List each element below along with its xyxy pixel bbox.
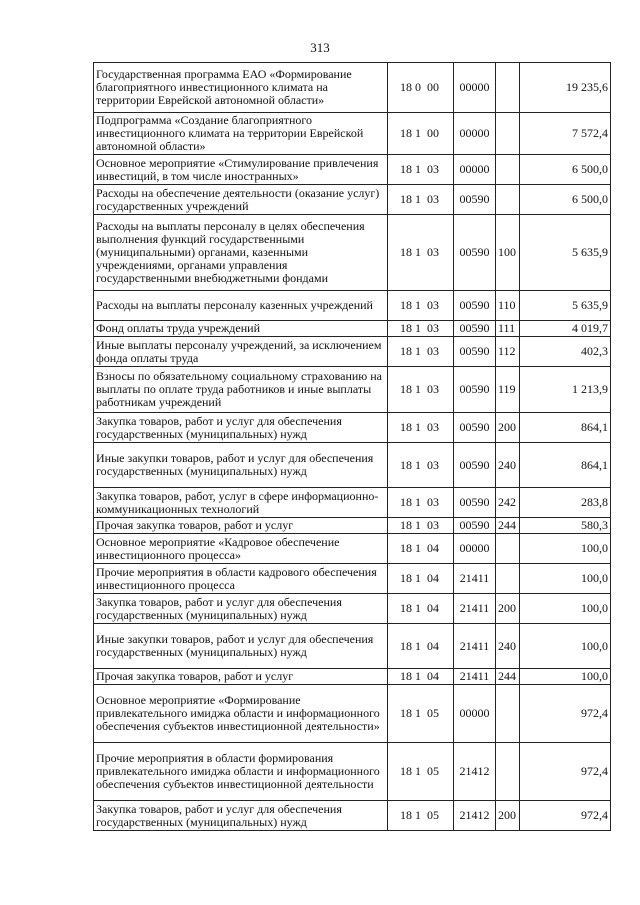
- expense-name: Закупка товаров, работ и услуг для обеспечения государственных (муниципальных) нужд: [94, 801, 388, 831]
- table-row: [94, 743, 611, 801]
- table-row: [94, 291, 611, 321]
- page-number: 313: [310, 40, 330, 55]
- table-row: [94, 594, 611, 624]
- program-code: [388, 534, 454, 564]
- code-subprogram: 1: [415, 321, 421, 335]
- expense-direction-code: 00590: [454, 337, 496, 367]
- code-program: 18: [400, 344, 412, 358]
- amount: 864,1: [520, 413, 611, 443]
- table-row: [94, 518, 611, 534]
- expense-direction-code: 21411: [454, 669, 496, 685]
- program-code: [388, 291, 454, 321]
- code-measure: 03: [427, 192, 439, 206]
- table-row: [94, 337, 611, 367]
- table-row: [94, 185, 611, 215]
- table-row: [94, 534, 611, 564]
- table-row: [94, 488, 611, 518]
- expense-type-code: 244: [496, 669, 520, 685]
- code-measure: 03: [427, 298, 439, 312]
- amount: 972,4: [520, 801, 611, 831]
- code-subprogram: 1: [415, 764, 421, 778]
- expense-name: Прочая закупка товаров, работ и услуг: [94, 669, 388, 685]
- amount: 5 635,9: [520, 215, 611, 291]
- code-program: 18: [400, 245, 412, 259]
- code-measure: 04: [427, 669, 439, 683]
- code-measure: 03: [427, 321, 439, 335]
- expense-name: Расходы на выплаты персоналу в целях обеспечения выполнения функций государственными (муниципальными) органами, казенными учреждениями, органами управления государственными внебюджетными фондами: [94, 215, 388, 291]
- table-row: [94, 685, 611, 743]
- code-measure: 05: [427, 764, 439, 778]
- code-program: 18: [400, 764, 412, 778]
- program-code: [388, 443, 454, 488]
- code-program: 18: [400, 706, 412, 720]
- code-subprogram: 1: [415, 192, 421, 206]
- code-measure: 04: [427, 541, 439, 555]
- code-measure: 05: [427, 706, 439, 720]
- table-row: [94, 443, 611, 488]
- expense-type-code: [496, 743, 520, 801]
- table-row: [94, 113, 611, 155]
- table-row: [94, 801, 611, 831]
- code-measure: 03: [427, 162, 439, 176]
- amount: 100,0: [520, 534, 611, 564]
- table-row: [94, 367, 611, 413]
- program-code: [388, 113, 454, 155]
- program-code: [388, 624, 454, 669]
- expense-direction-code: 00590: [454, 443, 496, 488]
- code-subprogram: 1: [415, 518, 421, 532]
- code-subprogram: 1: [415, 638, 421, 653]
- code-measure: 03: [427, 344, 439, 358]
- code-program: 18: [400, 298, 412, 312]
- code-measure: 03: [427, 495, 439, 509]
- program-code: [388, 685, 454, 743]
- code-program: 18: [400, 518, 412, 532]
- program-code: [388, 185, 454, 215]
- expense-name: Прочая закупка товаров, работ и услуг: [94, 518, 388, 534]
- code-program: 18: [400, 808, 412, 822]
- expense-name: Закупка товаров, работ и услуг для обеспечения государственных (муниципальных) нужд: [94, 594, 388, 624]
- expense-name: Подпрограмма «Создание благоприятного инвестиционного климата на территории Еврейской автономной области»: [94, 113, 388, 155]
- expense-name: Взносы по обязательному социальному страхованию на выплаты по оплате труда работников и иные выплаты работникам учреждений: [94, 367, 388, 413]
- expense-direction-code: 00590: [454, 321, 496, 337]
- code-measure: 03: [427, 518, 439, 532]
- amount: 19 235,6: [520, 63, 611, 113]
- expense-name: Иные закупки товаров, работ и услуг для обеспечения государственных (муниципальных) нужд: [94, 624, 388, 669]
- code-subprogram: 1: [415, 420, 421, 434]
- expense-direction-code: 00590: [454, 185, 496, 215]
- code-measure: 03: [427, 457, 439, 472]
- expense-direction-code: 00590: [454, 413, 496, 443]
- program-code: [388, 367, 454, 413]
- expense-type-code: 119: [496, 367, 520, 413]
- amount: 6 500,0: [520, 155, 611, 185]
- code-program: 18: [400, 601, 412, 615]
- program-code: [388, 413, 454, 443]
- expense-direction-code: 21412: [454, 801, 496, 831]
- code-subprogram: 1: [415, 382, 421, 396]
- expense-direction-code: 00000: [454, 685, 496, 743]
- code-measure: 03: [427, 382, 439, 396]
- expense-type-code: 200: [496, 413, 520, 443]
- code-subprogram: 1: [415, 162, 421, 176]
- expense-name: Прочие мероприятия в области кадрового обеспечения инвестиционного процесса: [94, 564, 388, 594]
- code-subprogram: 0: [415, 80, 421, 94]
- code-program: 18: [400, 162, 412, 176]
- expense-type-code: 100: [496, 215, 520, 291]
- code-measure: 05: [427, 808, 439, 822]
- table-row: [94, 215, 611, 291]
- code-subprogram: 1: [415, 601, 421, 615]
- code-program: 18: [400, 541, 412, 555]
- amount: 864,1: [520, 443, 611, 488]
- amount: 7 572,4: [520, 113, 611, 155]
- amount: 4 019,7: [520, 321, 611, 337]
- code-subprogram: 1: [415, 245, 421, 259]
- expense-direction-code: 21411: [454, 564, 496, 594]
- code-program: 18: [400, 571, 412, 585]
- code-program: 18: [400, 80, 412, 94]
- expense-type-code: [496, 534, 520, 564]
- code-program: 18: [400, 457, 412, 472]
- expense-type-code: [496, 185, 520, 215]
- amount: 580,3: [520, 518, 611, 534]
- code-subprogram: 1: [415, 669, 421, 683]
- amount: 100,0: [520, 669, 611, 685]
- code-measure: 03: [427, 420, 439, 434]
- expense-name: Основное мероприятие «Кадровое обеспечение инвестиционного процесса»: [94, 534, 388, 564]
- program-code: [388, 669, 454, 685]
- code-subprogram: 1: [415, 495, 421, 509]
- expense-name: Иные закупки товаров, работ и услуг для обеспечения государственных (муниципальных) нужд: [94, 443, 388, 488]
- code-measure: 00: [427, 80, 439, 94]
- program-code: [388, 743, 454, 801]
- program-code: [388, 518, 454, 534]
- program-code: [388, 337, 454, 367]
- expense-name: Основное мероприятие «Стимулирование привлечения инвестиций, в том числе иностранных»: [94, 155, 388, 185]
- expense-direction-code: 00590: [454, 518, 496, 534]
- amount: 972,4: [520, 685, 611, 743]
- expense-direction-code: 00000: [454, 534, 496, 564]
- code-subprogram: 1: [415, 126, 421, 140]
- amount: 100,0: [520, 594, 611, 624]
- expense-type-code: 110: [496, 291, 520, 321]
- expense-name: Иные выплаты персоналу учреждений, за исключением фонда оплаты труда: [94, 337, 388, 367]
- code-subprogram: 1: [415, 298, 421, 312]
- program-code: [388, 215, 454, 291]
- expense-type-code: 112: [496, 337, 520, 367]
- expense-name: Прочие мероприятия в области формирования привлекательного имиджа области и информационного обеспечения субъектов инвестиционной деятельности: [94, 743, 388, 801]
- expense-type-code: 111: [496, 321, 520, 337]
- table-row: [94, 155, 611, 185]
- code-subprogram: 1: [415, 457, 421, 472]
- code-measure: 04: [427, 571, 439, 585]
- expense-type-code: [496, 685, 520, 743]
- code-measure: 04: [427, 601, 439, 615]
- table-row: [94, 624, 611, 669]
- amount: 6 500,0: [520, 185, 611, 215]
- expense-direction-code: 21411: [454, 594, 496, 624]
- code-measure: 03: [427, 245, 439, 259]
- expense-direction-code: 00590: [454, 215, 496, 291]
- code-program: 18: [400, 420, 412, 434]
- amount: 100,0: [520, 624, 611, 669]
- table-row: [94, 413, 611, 443]
- expense-type-code: 200: [496, 801, 520, 831]
- expense-direction-code: 00590: [454, 488, 496, 518]
- expense-type-code: [496, 564, 520, 594]
- expense-type-code: 240: [496, 624, 520, 669]
- expense-direction-code: 00590: [454, 291, 496, 321]
- expense-type-code: 244: [496, 518, 520, 534]
- program-code: [388, 801, 454, 831]
- amount: 402,3: [520, 337, 611, 367]
- table-row: [94, 321, 611, 337]
- code-measure: 00: [427, 126, 439, 140]
- amount: 100,0: [520, 564, 611, 594]
- code-subprogram: 1: [415, 344, 421, 358]
- table-row: [94, 63, 611, 113]
- program-code: [388, 321, 454, 337]
- code-program: 18: [400, 192, 412, 206]
- code-subprogram: 1: [415, 541, 421, 555]
- program-code: [388, 564, 454, 594]
- expense-name: Государственная программа ЕАО «Формирование благоприятного инвестиционного климата на территории Еврейской автономной области»: [94, 63, 388, 113]
- code-program: 18: [400, 638, 412, 653]
- expense-type-code: [496, 155, 520, 185]
- code-subprogram: 1: [415, 706, 421, 720]
- expense-direction-code: 00590: [454, 367, 496, 413]
- program-code: [388, 488, 454, 518]
- expense-direction-code: 00000: [454, 155, 496, 185]
- expense-name: Основное мероприятие «Формирование привлекательного имиджа области и информационного обеспечения субъектов инвестиционной деятельности»: [94, 685, 388, 743]
- program-code: [388, 63, 454, 113]
- amount: 5 635,9: [520, 291, 611, 321]
- expense-name: Закупка товаров, работ и услуг для обеспечения государственных (муниципальных) нужд: [94, 413, 388, 443]
- amount: 972,4: [520, 743, 611, 801]
- expense-direction-code: 21412: [454, 743, 496, 801]
- code-program: 18: [400, 669, 412, 683]
- code-program: 18: [400, 382, 412, 396]
- expense-name: Расходы на обеспечение деятельности (оказание услуг) государственных учреждений: [94, 185, 388, 215]
- expense-type-code: 200: [496, 594, 520, 624]
- expense-name: Закупка товаров, работ, услуг в сфере информационно-коммуникационных технологий: [94, 488, 388, 518]
- expense-name: Расходы на выплаты персоналу казенных учреждений: [94, 291, 388, 321]
- code-subprogram: 1: [415, 808, 421, 822]
- amount: 1 213,9: [520, 367, 611, 413]
- expense-direction-code: 00000: [454, 113, 496, 155]
- budget-table: [93, 62, 611, 831]
- table-row: [94, 669, 611, 685]
- code-program: 18: [400, 321, 412, 335]
- amount: 283,8: [520, 488, 611, 518]
- expense-type-code: 240: [496, 443, 520, 488]
- program-code: [388, 594, 454, 624]
- code-subprogram: 1: [415, 571, 421, 585]
- expense-type-code: [496, 113, 520, 155]
- code-program: 18: [400, 126, 412, 140]
- expense-direction-code: 21411: [454, 624, 496, 669]
- table-row: [94, 564, 611, 594]
- expense-type-code: [496, 63, 520, 113]
- program-code: [388, 155, 454, 185]
- code-measure: 04: [427, 638, 439, 653]
- expense-name: Фонд оплаты труда учреждений: [94, 321, 388, 337]
- expense-direction-code: 00000: [454, 63, 496, 113]
- code-program: 18: [400, 495, 412, 509]
- expense-type-code: 242: [496, 488, 520, 518]
